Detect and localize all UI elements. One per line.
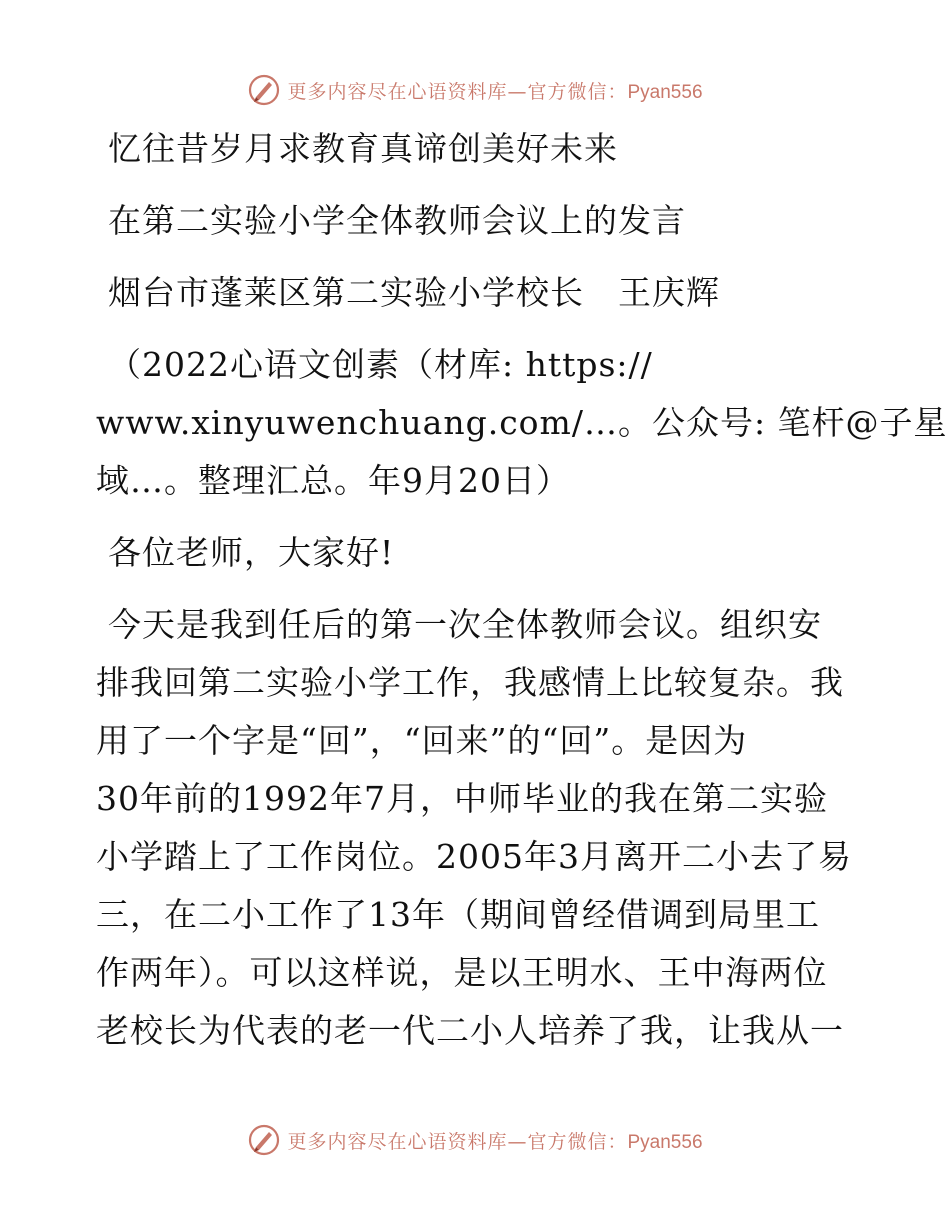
note-row: www.xinyuwenchuang.com/…。公众号: 笔杆@子星 [96, 403, 948, 442]
body-row: 排我回第二实验小学工作，我感情上比较复杂。我 [96, 663, 844, 702]
body-paragraph [96, 596, 856, 1060]
body-row: 老校长为代表的老一代二小人培养了我，让我从一 [96, 1011, 844, 1050]
wechat-id: Pyan556 [627, 1131, 703, 1153]
footer-watermark-banner [0, 1120, 950, 1160]
body-row: 作两年）。可以这样说，是以王明水、王中海两位 [96, 953, 828, 992]
source-note [96, 336, 948, 510]
pen-logo-icon [247, 1123, 281, 1157]
author-line: 烟台市蓬莱区第二实验小学校长 王庆辉 [108, 273, 720, 312]
document-subtitle: 在第二实验小学全体教师会议上的发言 [108, 201, 686, 240]
body-row: 30年前的1992年7月，中师毕业的我在第二实验 [96, 779, 828, 818]
document-title: 忆往昔岁月求教育真谛创美好未来 [108, 129, 618, 168]
body-row: 用了一个字是“回”，“回来”的“回”。是因为 [96, 721, 748, 760]
pen-logo-icon [247, 73, 281, 107]
watermark-text [287, 1127, 702, 1154]
document-body [96, 120, 948, 1060]
body-row: 小学踏上了工作岗位。2005年3月离开二小去了易 [96, 837, 852, 876]
watermark-text [287, 77, 702, 104]
wechat-id: Pyan556 [627, 81, 703, 103]
note-row: 域…。整理汇总。年9月20日） [96, 461, 570, 500]
body-row: 三，在二小工作了13年（期间曾经借调到局里工 [96, 895, 820, 934]
watermark-group [247, 1123, 702, 1157]
greeting: 各位老师，大家好! [108, 533, 395, 572]
watermark-label: 更多内容尽在心语资料库—官方微信： [287, 1130, 628, 1153]
header-watermark-banner [0, 70, 950, 110]
note-row: （2022心语文创素（材库: https:// [108, 345, 653, 384]
body-row: 今天是我到任后的第一次全体教师会议。组织安 [108, 605, 822, 644]
watermark-label: 更多内容尽在心语资料库—官方微信： [287, 80, 628, 103]
watermark-group [247, 73, 702, 107]
